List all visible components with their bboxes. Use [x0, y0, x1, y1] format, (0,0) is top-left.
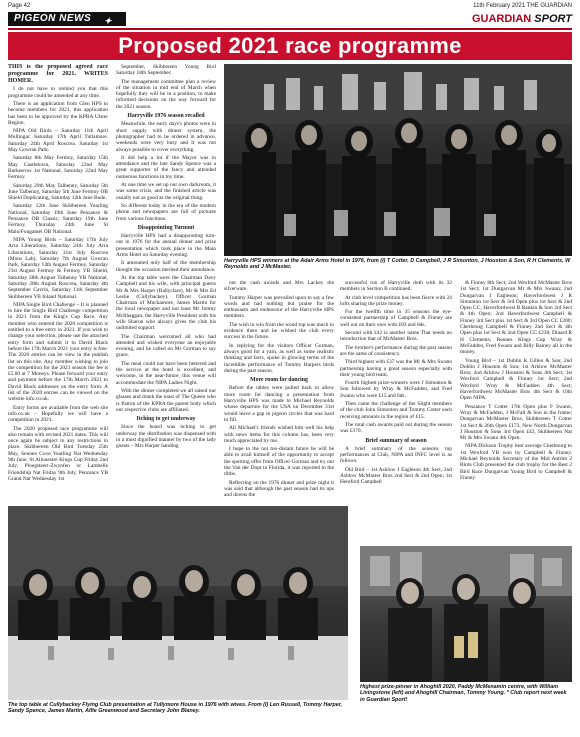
subheading: Disappointing Turnout	[137, 224, 195, 231]
caption-photo-top-table: The top table at Cullybackey Flying Club presentation at Tullymore House in 1976 with wives. From (l) Len Russell, Tommy Harper, Sandy Spence, James Martin, Alfie Greenwood and Secretary John Blaney.	[8, 702, 342, 715]
paragraph: The brother's performance during the past season are the same of consistency.	[340, 344, 452, 357]
brand-word-guardian: GUARDIAN	[471, 13, 532, 25]
subheading: Itching to get underway	[136, 416, 196, 423]
paragraph: In replying for the visitors Officer Gorman, always good for a yarn, as well as some realistic thinking and facts, spoke in glowing terms of the incredible performance of Tommy Harpers birds during the past season.	[224, 342, 334, 374]
paragraph: With the dinner completed we all raised our glasses and drank the toast of The Queen who is Patron of the KPRA the parent body which our respective clubs are affiliated.	[116, 387, 216, 413]
paragraph: Third highest with £37 was the Mr & Mrs Swann partnership having a great season especially with their young bird team.	[340, 359, 452, 378]
paragraph: Saturday 29th May Talbenny, Saturday 5th June Talbenny, Saturday 5th June Fermoy OB Shield Duplicating, Saturday 12th June Bude.	[8, 182, 108, 202]
paragraph: September, Skibbereen Young Bird Saturday 18th September.	[116, 64, 216, 77]
paragraph: The wish to win from the wood top was much in evidence there and he wished the club every success in the future.	[224, 321, 334, 341]
paragraph: Then came the challenge of the Slight members of the club John Simonton and Tommy Cotter each receiving amounts in the region of £15.	[340, 401, 452, 420]
photo-club-winners	[224, 64, 572, 256]
paragraph: Saturday 12th June Skibbereen Yearling National, Saturday 19th June Penzance & Penzance OB Classic, Saturday 19th June Fermoy, Thursday 24th June St Malo/Fougamel OB National.	[8, 203, 108, 235]
paragraph: All Michael's friends wished him well his help with news items for this column has, been very much appreciated by me.	[224, 425, 334, 444]
article-column-3	[224, 280, 334, 542]
paragraph: For the twelfth time in 35 seasons the eye-consistent partnership of Campbell & Finney are well out on their own with £83 and 6ds.	[340, 309, 452, 328]
page-top-line	[8, 3, 572, 12]
paragraph: Second with £42 is another name That needs no introduction that of McMaster Bros.	[340, 330, 452, 343]
photo-prize-winner-image	[360, 546, 572, 682]
paragraph: Since the board was itching to get underway the distribution was dispensed with in a most dignified manner by two of the lady guests – Mrs Harper handing	[116, 424, 216, 450]
section-band	[8, 12, 572, 30]
paragraph: The total cash awards paid out during the season was £370.	[340, 421, 452, 435]
paragraph: Penzance T Cotter 17th Open plus F Swann, Wray & McFadden, J McFall & Son in the frame; Dungarvan McMaster Bros, Skibbereen T Cotter 1st Sect & 26th Open £173, New North Dungarvan J Houston & Sons 3rd Open £42, Skibbereen Nat Mr & Mrs Swann 4th Open.	[460, 403, 572, 442]
paragraph: At one time we set up our own darkroom, it was some crisis, and the finished article was usually not as good as the original thing.	[116, 182, 216, 201]
paragraph: Harryville HPS had a disappointing turn-out in 1976 for the annual dinner and prize presentation which took place in the Main Arms Hotel on Saturday evening.	[116, 233, 216, 259]
article-lead: THIS is the proposed agreed race programme for 2021, WRITES HOMER.	[8, 64, 108, 84]
subheading: Harryville 1976 season recalled	[127, 113, 205, 120]
paragraph: Entry forms are available from the web site info.co.uk – Hopefully we will have a competition in 2021.	[8, 404, 108, 424]
headline: Proposed 2021 race programme	[8, 32, 572, 60]
subheading: Brief summary of season	[365, 437, 427, 444]
issue-date: 11th February 2021 THE GUARDIAN	[473, 3, 572, 9]
article-column-4	[340, 280, 452, 542]
paragraph: It amounted only half of the membership thought the occasion merited their attendance.	[116, 260, 216, 273]
paragraph: NIPA Old Birds – Saturday 11th April Mullingar. Saturday 17th April Tullamore. Saturday 24th April Roscrea. Saturday 1st May Gowran Park.	[8, 128, 108, 154]
paragraph: Young Bird – 1st Dublin K Gillen & Son; 2nd Dublin J Houston & Son; 1st Arklow McMaster Bros; 2nd Arklow J Houston & Sons 4th Sect; 1st Wexford Campbell & Finney 1st Sect; 2nd Wexford Wray & McFadden 4th Sect; Haverfordwest McMaster Bros 4th Sect & 10th Open NIPA.	[460, 357, 572, 402]
section-label-text: PIGEON NEWS	[14, 13, 92, 24]
paragraph: NIPA Young Birds – Saturday 17th July Arra Liberations, Saturday 24th July Arra Liberations, Saturday 31st July Roscrea (Mons Lab), Saturday 7th August Gowran Park, Saturday 14th August Fermoy, Saturday 21st August Fermoy & Fermoy YB Shield, Saturday 28th August Talbenny YB National, Saturday 28th August Roscrea, Saturday 4th September Cavrin, Saturday 11th September Skibbereen YB Inland National.	[8, 236, 108, 300]
caption-photo-club-winners: Harryville HPS winners at the Adair Arms Hotel in 1976, from (l) T Cotter, D Campbell, J R Simonton, J Houston & Son, R H Clements, W Reynolds and J McMaster.	[224, 258, 571, 271]
paragraph: There is an application from Glen HPS to become members for 2021, this application has been to be approved by the KPRA Ulster Region.	[8, 100, 108, 126]
pigeon-icon: ✦	[104, 16, 113, 26]
section-label	[8, 12, 126, 26]
subheading: More room for dancing	[250, 377, 308, 384]
paragraph: Reflecting on the 1976 dinner and prize night it was said that although the past season had its ups and downs the	[224, 479, 334, 499]
paragraph: The 2020 proposed race programme will also remain with revised 2021 dates. This will once again be subject to any restrictions in place. Skibbereen Old Bird Tuesday 25th May, Sennen Cove Yearling Nat Wednesday 9th June, St Allouestre Kings Cup Friday 2nd July, Ploegsteert-Zwynfen or Lambelle Friendship Nat Friday 9th July, Penzance YB Grand Nat Wednesday 1st	[8, 425, 108, 482]
photo-top-table-image	[8, 506, 348, 700]
paragraph: At the top table were the Chairman Davy Campbell and his wife, with principal guests Mr & Mrs Harper (Ballyclare), Mr & Mrs Ed Leslie (Cullybackey). Officer Gorman Chairman of Muckamore, James Martin for the local newspaper and not least Mr Jimmy McIlhaggan, the Harryville President with his wife Sharon who always gives the club his unlimited support.	[116, 274, 216, 332]
paragraph: The Chairman welcomed all who had attended and wished everyone an enjoyable evening, and he called on Mr Gorman to say grace.	[116, 333, 216, 359]
paragraph: So different today in the era of the modern phone and newspapers are full of pictures from various functions.	[116, 202, 216, 222]
paragraph: It did help a lot if the Mayor was in attendance and the late Sandy Spence was a great supporter of the fancy and attended numerous functions in my time.	[116, 154, 216, 180]
photo-top-table	[8, 506, 348, 700]
paragraph: Tommy Harper was prevailed upon to say a few words and had nothing but praise for the enthusiasm and endeavour of the Harryville HPS members.	[224, 294, 334, 320]
paragraph: The meal could not have been bettered and the service at the hotel is excellent, and welcome, in the near-future, this venue will accommodate the NIPA Ladies Night.	[116, 360, 216, 386]
paragraph: At club level competition has been fierce with 24 lofts sharing the prize money.	[340, 294, 452, 307]
paragraph: I hope in the not too-distant future he will be able to avail himself of the opportunity to accept the sporting offer from Officer Gorman and try out the Van der Dopt in Florida, it was reported in the ribbs.	[224, 446, 334, 478]
paragraph: out the cash awards and Mrs Lackey the silverware.	[224, 280, 334, 293]
paragraph: & Finney 8th Sect; 2nd Wexford McMaster Bros 1st Sect; 1st Dungarvan Mr & Mrs Swann; 2nd Dungarvan J Eagleson; Haverfordwest J R Simonton 1st Sect & 3rd Open plus 1st Sect & 2nd Open CC; Haverfordwest B Rankin & Son 3rd Sect & 4th Open; 2nd Haverfordwest Campbell & Finney 3rd Sect plus 1st Sect & 3rd Open CC £200; Cherbourg Campbell & Finney 2nd Sect & 4th Open plus 1st Sect & 2nd Open CC £230; Dinard R H Clements; Rennes Kings Cup Wray & McFadden, Fred Swann and Billy Rainey all in the money.	[460, 280, 572, 356]
paragraph: Saturday 8th May Fermoy, Saturday 15th May Castletown, Saturday 22nd May Burkesrow 1st National, Saturday 22nd May Fermoy.	[8, 155, 108, 181]
article-column-5	[460, 280, 572, 542]
article-column-2	[116, 64, 216, 504]
paragraph: Before the tables were pulled back to allow more room for dancing a presentation from Harryville HPS was made to Michael Reynolds whose departure for the USA on December 31st would leave a gap in pigeon circles that was hard to fill.	[224, 385, 334, 423]
paragraph: Fourth highest prize-winners were J Simonton & Son followed by Wray & McFadden, and Fred Swann who were £15 and 6ds.	[340, 380, 452, 399]
photo-club-winners-image	[224, 64, 572, 256]
photo-prize-winner	[360, 546, 572, 682]
paragraph: Meanwhile, the early days's photos were in short supply with dinner system, the photographer had to be ordered in advance, weekends were very busy and it was not always possible to cover everything.	[116, 121, 216, 153]
paragraph: NIPA Dickson Trophy best average Cherbourg to 1st Wexford YB won by Campbell & Finney. Michael Reynolds Secretary of the Mid Antrim 2 Birds Club presented the club trophy for the Best 2 Bird Race Dungarvan Young Bird to Campbell & Finney.	[460, 443, 572, 481]
paragraph: A brief summary of the seasons top performances at Club, NIPA and INFC level is as follows.	[340, 445, 452, 465]
paragraph: The management committee plan a review of the situation in mid end of March when hopefully they will be in a position, to make informed decisions on the way forward for the 2021 season.	[116, 78, 216, 110]
paragraph: I do not have to remind you that this programme could be amended at any time.	[8, 86, 108, 99]
page-number: Page 42	[8, 3, 31, 9]
brand-logo	[472, 12, 572, 26]
paragraph: Old Bird – 1st Ashlow J Eagleson 4th Sect, 2nd Ashlow McMaster Bros 2nd Sect & 2nd Open; 1st Hereford Campbell	[340, 466, 452, 486]
paragraph: NIPA Single Bird Challenge – It is planned to hire the Single Bird Challenge competition in 2021 from the King's Cup Race. Any member who entered the 2020 competition is entitled to a free entry in 2021. If you wish to change your selection, please use the attached entry form and submit it to David Black before the 17th March 2021 your entry is free. The 2020 entries can be view in the publish list on this site. Any member wishing to join the competition for the 2021 season the fee is £5.00 at 7 Moneys. Please forward your entry and payment before the 17th March 2021 to David Black addresses on the entry form. A list of the 2020 entries can be viewed on the website info.co.uk.	[8, 301, 108, 403]
caption-photo-prize-winner: Highest prize-pinner in Ahoghill 2020, Paddy McMenamin centre, with William Livingstone (left) and Ahoghill Chairman, Tommy Young. * Club report next week in Guardian Sport!	[360, 684, 567, 703]
paragraph: successful run of Harryville doth with its 32 members in Section B continued.	[340, 280, 452, 293]
article-column-1	[8, 64, 108, 504]
brand-word-sport: SPORT	[534, 13, 572, 25]
